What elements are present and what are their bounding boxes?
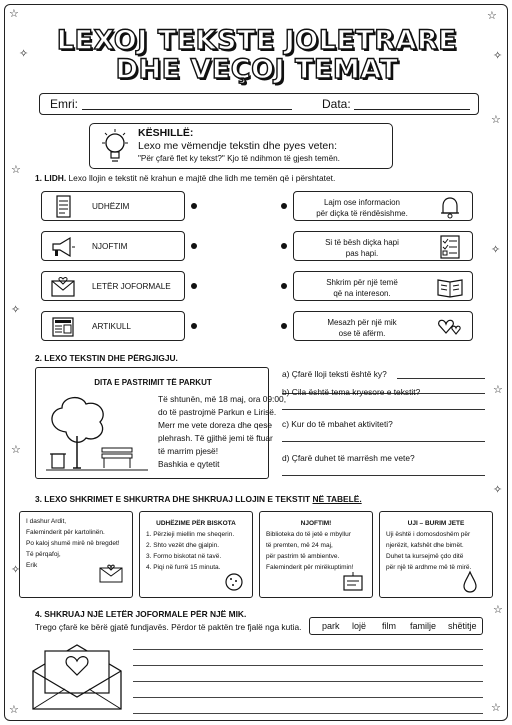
match-left-label: ARTIKULL [92,322,131,331]
match-dot-right[interactable] [281,243,287,249]
date-field[interactable] [354,109,470,110]
bell-icon [436,195,464,219]
match-right-text: Lajm ose informacion për diçka të rëndësishme. [316,198,408,218]
star-icon: ✧ [493,50,503,62]
star-icon: ☆ [493,604,503,616]
sign-icon [342,572,364,594]
envelope-heart-icon [50,275,76,299]
match-left-item[interactable] [41,231,185,261]
star-icon: ☆ [11,444,21,456]
park-tree-bench-icon [44,392,154,476]
cookie-icon [224,572,244,592]
megaphone-icon [50,235,76,259]
writing-line[interactable] [133,697,483,698]
match-left-label: UDHËZIM [92,202,130,211]
star-icon: ✧ [493,484,503,496]
page-title-line2: DHE VEÇOJ TEMAT [115,54,399,85]
star-icon: ☆ [487,10,497,22]
water-drop-icon [462,570,478,594]
short-text-box: I dashur Ardit, Faleminderit për kartolinën. Po kaloj shumë mirë në bregdet! Të përqafoj, Erik [19,511,133,598]
star-icon: ☆ [9,704,19,716]
match-right-text: Shkrim për një temë që na intereson. [326,278,398,298]
match-left-item[interactable] [41,311,185,341]
match-right-item[interactable] [293,311,473,341]
star-icon: ☆ [491,114,501,126]
section4-heading: 4. SHKRUAJ NJË LETËR JOFORMALE PËR NJË MIK. [35,609,247,619]
short-text-box: NJOFTIM! Biblioteka do të jetë e mbyllur të premten, më 24 maj, për pastrim të ambientve. Faleminderit për mirëkuptimin! [259,511,373,598]
hearts-icon [436,315,464,339]
star-icon: ☆ [11,164,21,176]
match-dot-right[interactable] [281,203,287,209]
match-right-text: Mesazh për një mik ose të afërm. [327,318,397,338]
match-right-text: Si të bësh diçka hapi pas hapi. [325,238,399,258]
word-bank-item: park [322,621,340,631]
section1-number: 1. LIDH. [35,173,67,183]
match-dot-left[interactable] [191,243,197,249]
writing-line[interactable] [133,681,483,682]
word-bank-item: familje [410,621,437,631]
word-bank-item: film [382,621,396,631]
envelope-heart-icon [25,637,129,715]
question-d: d) Çfarë duhet të marrësh me vete? [282,453,415,463]
match-right-item[interactable] [293,191,473,221]
match-right-item[interactable] [293,271,473,301]
match-dot-left[interactable] [191,323,197,329]
tip-line1: Lexo me vëmendje tekstin dhe pyes veten: [138,140,338,152]
answer-line-c[interactable] [282,441,485,442]
question-a: a) Çfarë lloji teksti është ky? [282,369,387,379]
star-icon: ✧ [491,244,501,256]
answer-line-d[interactable] [282,475,485,476]
tip-heading: KËSHILLË: [138,127,194,139]
park-notice-box [35,367,287,479]
match-dot-left[interactable] [191,283,197,289]
date-label: Data: [322,97,351,111]
open-book-icon [436,275,464,299]
newspaper-icon [50,315,76,339]
short-text-box: UDHËZIME PËR BISKOTA 1. Përzieji miellin me sheqerin. 2. Shto vezët dhe gjalpin. 3. Formo biskotat në tavë. 4. Piqi në furrë 15 minuta. [139,511,253,598]
match-dot-right[interactable] [281,283,287,289]
match-dot-left[interactable] [191,203,197,209]
match-left-label: LETËR JOFORMALE [92,282,171,291]
answer-line-a[interactable] [397,378,485,379]
match-dot-right[interactable] [281,323,287,329]
word-bank-box [309,617,483,635]
park-notice-line: të marrim pjesë! [158,446,219,456]
question-c: c) Kur do të mbahet aktiviteti? [282,419,393,429]
star-icon: ✧ [11,304,21,316]
answer-line-b[interactable] [282,409,485,410]
park-notice-line: Bashkia e qytetit [158,459,220,469]
star-icon: ☆ [491,702,501,714]
short-text-box: UJI – BURIM JETE Uji është i domosdoshëm për njerëzit, kafshët dhe bimët. Duhet ta kursejmë çdo ditë për një të ardhme më të mirë. [379,511,493,598]
word-bank-item: lojë [352,621,367,631]
section1-instruction: Lexo llojin e tekstit në krahun e majtë dhe lidh me temën që i përshtatet. [68,173,336,183]
section1-heading [35,173,335,183]
lightbulb-icon [98,128,132,166]
worksheet-page [4,4,508,721]
star-icon: ✧ [19,48,29,60]
section4-instruction: Trego çfarë ke bërë gjatë fundjavës. Përdor të paktën tre fjalë nga kutia. [35,622,302,632]
checklist-icon [436,235,464,259]
park-notice-title: DITA E PASTRIMIT TË PARKUT [94,378,212,387]
document-icon [50,195,76,219]
writing-line[interactable] [133,713,483,714]
park-notice-line: Merr me vete doreza dhe qese [158,420,273,430]
word-bank-item: shëtitje [448,621,477,631]
envelope-heart-icon [98,562,124,584]
writing-line[interactable] [133,665,483,666]
match-left-item[interactable] [41,271,185,301]
name-date-box [39,93,479,115]
name-field[interactable] [82,109,292,110]
match-left-label: NJOFTIM [92,242,128,251]
park-notice-line: plehrash. Të gjithë jemi të ftuar [158,433,273,443]
page-title-line1: LEXOJ TEKSTE JOLETRARE [56,25,458,56]
star-icon: ☆ [493,384,503,396]
star-icon: ✧ [11,564,21,576]
section3-heading: 3. LEXO SHKRIMET E SHKURTRA DHE SHKRUAJ LLOJIN E TEKSTIT NË TABELË. [35,494,362,504]
match-left-item[interactable] [41,191,185,221]
question-b: b) Cila është tema kryesore e tekstit? [282,387,421,397]
park-notice-line: Të shtunën, më 18 maj, ora 09:00, [158,394,287,404]
section2-heading: 2. LEXO TEKSTIN DHE PËRGJIGJU. [35,353,178,363]
name-label: Emri: [50,97,78,111]
tip-line2: "Për çfarë flet ky tekst?" Kjo të ndihmon të gjesh temën. [138,154,340,163]
writing-line[interactable] [133,649,483,650]
tip-box [89,123,393,169]
match-right-item[interactable] [293,231,473,261]
star-icon: ☆ [9,8,19,20]
park-notice-line: do të pastrojmë Parkun e Lirisë. [158,407,277,417]
